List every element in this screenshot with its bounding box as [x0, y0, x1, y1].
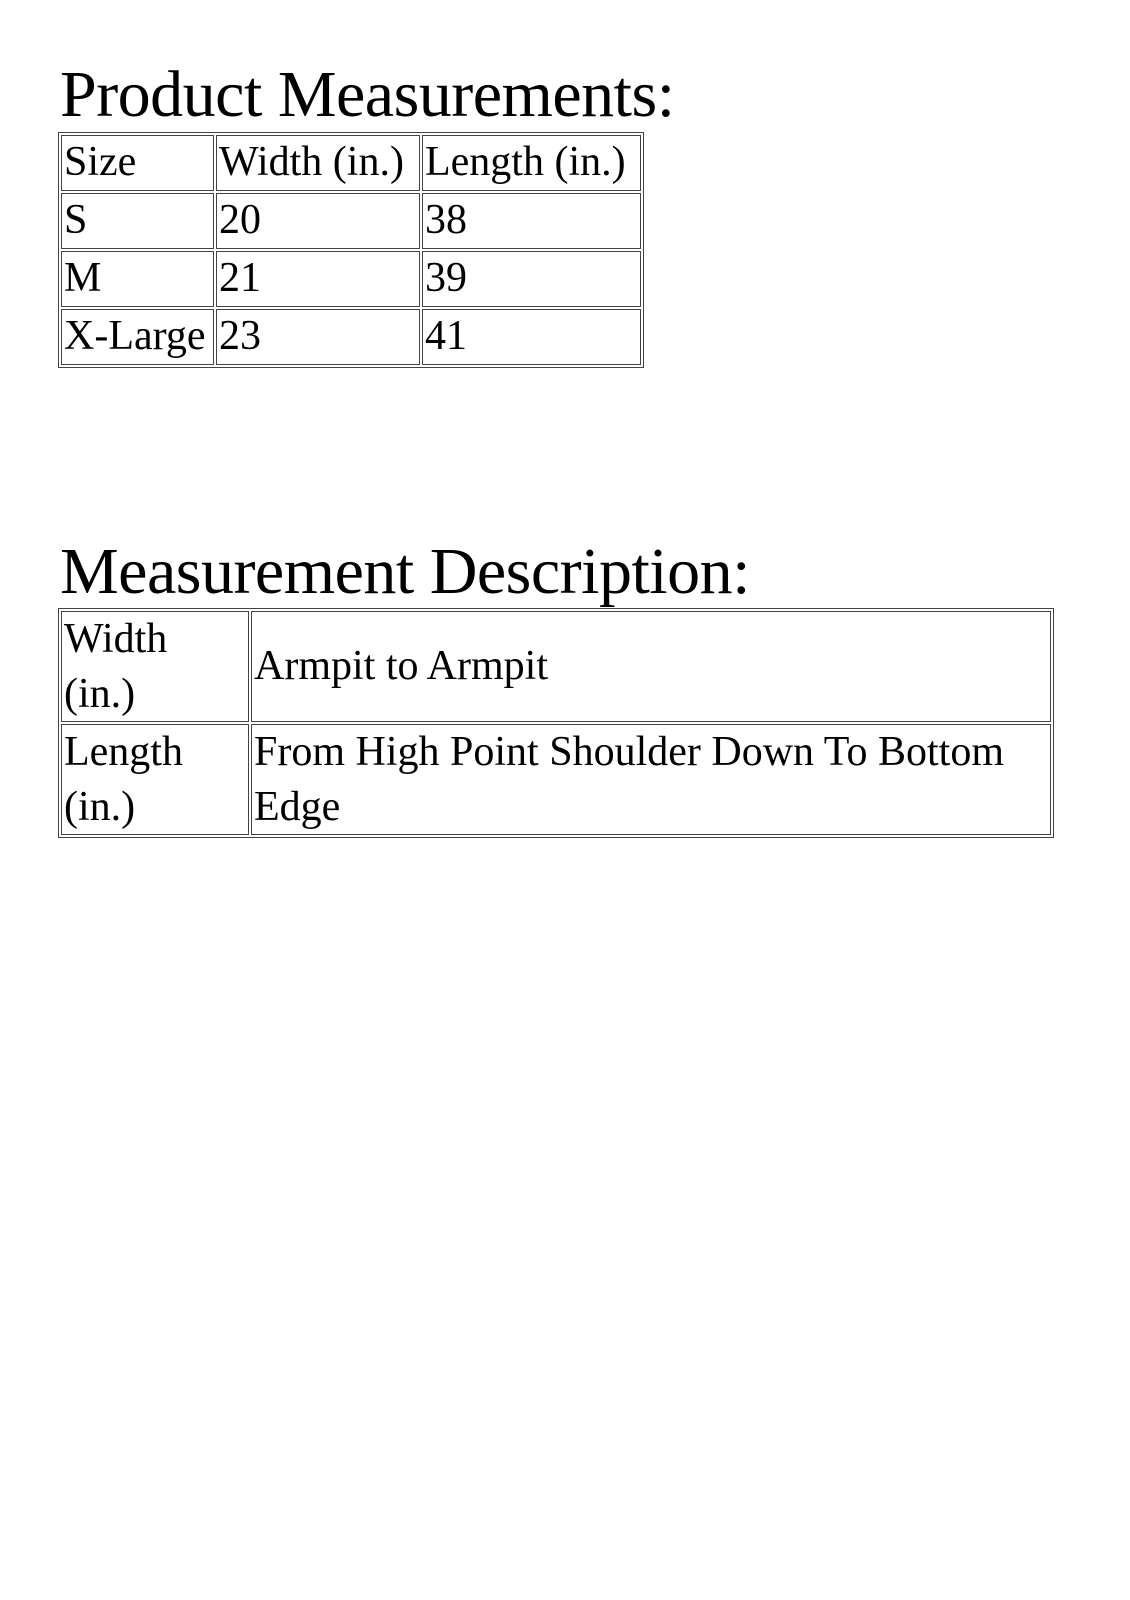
length-cell: 41 — [422, 309, 641, 365]
measurement-description-heading: Measurement Description: — [60, 535, 750, 608]
size-cell: M — [61, 251, 214, 307]
header-cell-length: Length (in.) — [422, 135, 641, 191]
width-cell: 23 — [216, 309, 420, 365]
measure-name-cell: Length (in.) — [61, 724, 249, 835]
table-row — [61, 193, 641, 249]
table-row — [61, 724, 1051, 835]
measure-name-cell: Width (in.) — [61, 611, 249, 722]
measure-description-cell: From High Point Shoulder Down To Bottom Edge — [251, 724, 1051, 835]
table-header-row — [61, 135, 641, 191]
width-cell: 20 — [216, 193, 420, 249]
description-table — [58, 608, 1054, 838]
table-row — [61, 309, 641, 365]
table-row — [61, 611, 1051, 722]
measure-description-cell: Armpit to Armpit — [251, 611, 1051, 722]
header-cell-size: Size — [61, 135, 214, 191]
length-cell: 38 — [422, 193, 641, 249]
length-cell: 39 — [422, 251, 641, 307]
product-measurements-heading: Product Measurements: — [60, 58, 675, 131]
width-cell: 21 — [216, 251, 420, 307]
size-cell: X-Large — [61, 309, 214, 365]
table-row — [61, 251, 641, 307]
header-cell-width: Width (in.) — [216, 135, 420, 191]
size-cell: S — [61, 193, 214, 249]
measurements-table — [58, 132, 644, 368]
